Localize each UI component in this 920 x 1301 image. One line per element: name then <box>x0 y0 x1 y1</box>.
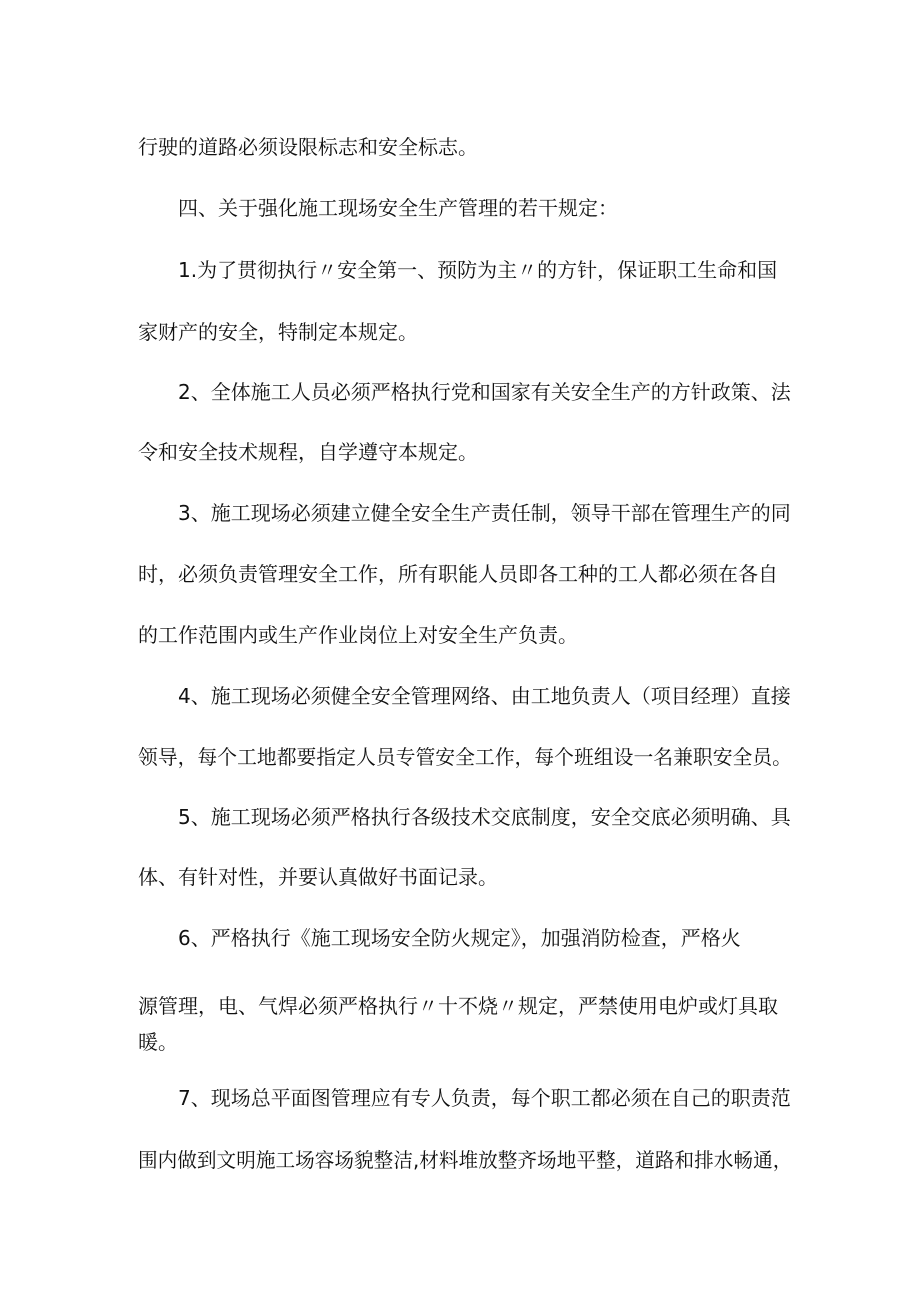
text-line: 领导，每个工地都要指定人员专管安全工作，每个班组设一名兼职安全员。 <box>138 745 792 769</box>
text-line: 5、施工现场必须严格执行各级技术交底制度，安全交底必须明确、具 <box>178 805 791 829</box>
text-line: 源管理，电、气焊必须严格执行〃十不烧〃规定，严禁使用电炉或灯具取 <box>138 994 778 1018</box>
text-line: 行驶的道路必须设限标志和安全标志。 <box>138 135 478 159</box>
text-line: 体、有针对性，并要认真做好书面记录。 <box>138 865 498 889</box>
text-line: 令和安全技术规程，自学遵守本规定。 <box>138 440 478 464</box>
text-line: 4、施工现场必须健全安全管理网络、由工地负责人（项目经理）直接 <box>178 684 791 708</box>
text-line: 的工作范围内或生产作业岗位上对安全生产负责。 <box>138 623 578 647</box>
text-line: 3、施工现场必须建立健全安全生产责任制，领导干部在管理生产的同 <box>178 501 791 525</box>
text-line: 家财产的安全，特制定本规定。 <box>138 320 418 344</box>
section-heading: 四、关于强化施工现场安全生产管理的若干规定： <box>178 196 618 220</box>
text-line: 6、严格执行《施工现场安全防火规定》，加强消防检查，严格火 <box>178 926 741 950</box>
text-line: 2、全体施工人员必须严格执行党和国家有关安全生产的方针政策、法 <box>178 380 791 404</box>
text-line: 时，必须负责管理安全工作，所有职能人员即各工种的工人都必须在各自 <box>138 562 778 586</box>
text-line: 围内做到文明施工场容场貌整洁,材料堆放整齐场地平整，道路和排水畅通， <box>138 1148 793 1172</box>
text-line: 暖。 <box>138 1030 178 1054</box>
text-line: 1.为了贯彻执行〃安全第一、预防为主〃的方针，保证职工生命和国 <box>178 258 778 282</box>
text-line: 7、现场总平面图管理应有专人负责，每个职工都必须在自己的职责范 <box>178 1086 791 1110</box>
